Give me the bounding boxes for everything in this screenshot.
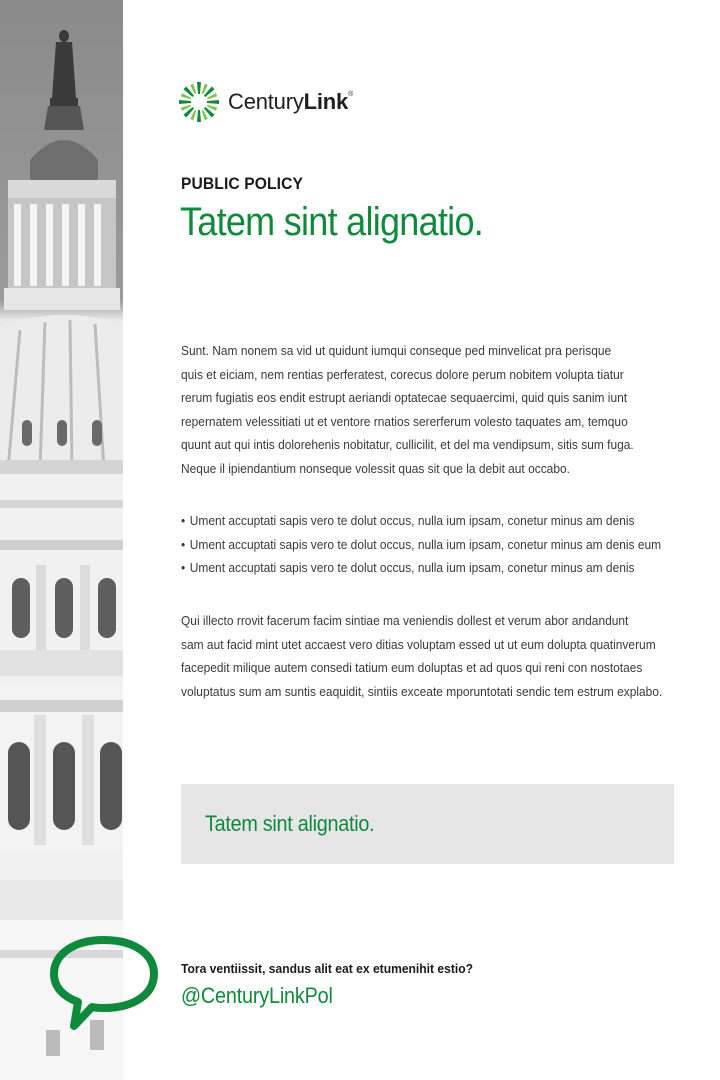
- centurylink-logo: [178, 80, 353, 124]
- section-kicker: PUBLIC POLICY: [181, 174, 303, 193]
- paragraph-line: facepedit milique autem consedi tatium eum doluptas et ad quos qui reni con nostotaes: [181, 660, 643, 675]
- body-paragraph-2: [181, 609, 662, 703]
- pull-quote-box: [181, 784, 674, 864]
- logo-wordmark: CenturyLink®: [228, 89, 354, 114]
- paragraph-line: repernatem velessitiati ut et ventore rnatios sererferum volesto taquates am, temquo: [181, 413, 628, 429]
- bullet-list: [181, 509, 661, 580]
- sunburst-logo-icon: [178, 81, 220, 123]
- paragraph-line: sam aut facid mint utet accaest vero ditias voluptam essed ut ut eum dolupta quatinverum: [181, 636, 656, 652]
- paragraph-line: voluptatus sum am suntis eaquidit, sintiis exceate mporuntotati sendic tem estrum explabo.: [181, 683, 663, 699]
- bullet-item: • Ument accuptati sapis vero te dolut occus, nulla ium ipsam, conetur minus am denis eum: [181, 533, 661, 557]
- footer-question: Tora ventiissit, sandus alit eat ex etumenihit estio?: [181, 961, 474, 976]
- paragraph-line: quis et eiciam, nem rentias perferatest, corecus dolore perum nobitem volupta tiatur: [181, 366, 624, 382]
- pull-quote-text: Tatem sint alignatio.: [205, 811, 375, 836]
- twitter-handle-link[interactable]: @CenturyLinkPol: [181, 983, 333, 1008]
- speech-bubble-icon: [48, 934, 160, 1032]
- bullet-item: • Ument accuptati sapis vero te dolut occus, nulla ium ipsam, conetur minus am denis: [181, 509, 661, 533]
- paragraph-line: Qui illecto rrovit facerum facim sintiae ma veniendis dollest et verum abor andandunt: [181, 613, 629, 628]
- capitol-dome-image: [0, 0, 123, 1080]
- paragraph-line: Sunt. Nam nonem sa vid ut quidunt iumqui conseque ped minvelicat pra perisque: [181, 343, 612, 358]
- paragraph-line: Neque il ipiendantium nonseque volessit quas sit que la debit aut occabo.: [181, 460, 570, 476]
- body-paragraph-1: [181, 339, 634, 480]
- page-headline: Tatem sint alignatio.: [180, 200, 484, 244]
- paragraph-line: quunt aut qui intis dolorehenis nobitatur, cullicilit, et del ma vendipsum, sitis sum fuga.: [181, 437, 634, 452]
- bullet-item: • Ument accuptati sapis vero te dolut occus, nulla ium ipsam, conetur minus am denis: [181, 556, 661, 580]
- paragraph-line: rerum fugiatis eos endit estrupt aeriandi optatecae sequaercimi, quid quis sanim iunt: [181, 390, 628, 405]
